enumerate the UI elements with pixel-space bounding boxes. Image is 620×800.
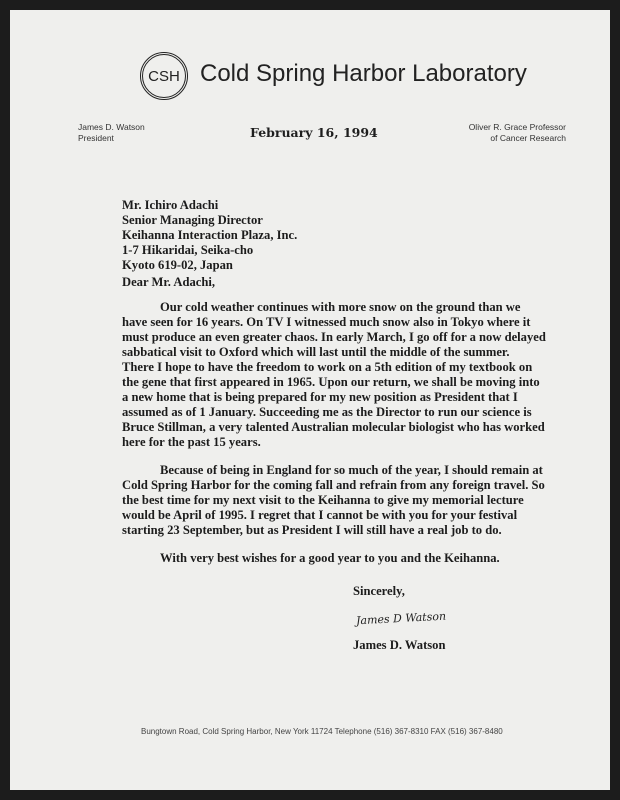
text-line: starting 23 September, but as President I will still have a real job to do.	[122, 523, 502, 537]
letter-date: February 16, 1994	[250, 125, 378, 140]
text-line: assumed as of 1 January. Succeeding me as the Director to run our science is	[122, 405, 532, 419]
text-line: the gene that first appeared in 1965. Upon our return, we shall be moving into	[122, 375, 540, 389]
text-line: Our cold weather continues with more snow on the ground than we	[160, 300, 521, 314]
text-line: would be April of 1995. I regret that I cannot be with you for your festival	[122, 508, 518, 522]
address-line: Senior Managing Director	[122, 213, 263, 227]
paragraph-1	[122, 300, 546, 450]
salutation: Dear Mr. Adachi,	[122, 275, 216, 289]
text-line: a new home that is being prepared for my new position as President that I	[122, 390, 518, 404]
address-line: Mr. Ichiro Adachi	[122, 198, 219, 212]
text-line: Cold Spring Harbor for the coming fall and refrain from any foreign travel. So	[122, 478, 545, 492]
text-line: have seen for 16 years. On TV I witnessed much snow also in Tokyo where it	[122, 315, 531, 329]
text-line: sabbatical visit to Oxford which will last until the middle of the summer.	[122, 345, 510, 359]
professorship-line2: of Cancer Research	[490, 133, 566, 143]
paragraph-2	[122, 463, 545, 538]
closing: Sincerely,	[353, 584, 405, 598]
president-title: President	[78, 133, 114, 143]
text-line: There I hope to have the freedom to work on a 5th edition of my textbook on	[122, 360, 533, 374]
recipient-address	[122, 198, 297, 273]
footer-address: Bungtown Road, Cold Spring Harbor, New York 11724 Telephone (516) 367-8310 FAX (516) 367-8480	[141, 727, 503, 736]
text-line: Bruce Stillman, a very talented Australian molecular biologist who has worked	[122, 420, 545, 434]
signature: James D Watson	[355, 609, 447, 628]
address-line: Keihanna Interaction Plaza, Inc.	[122, 228, 298, 242]
paragraph-3: With very best wishes for a good year to you and the Keihanna.	[160, 551, 500, 565]
organization-name: Cold Spring Harbor Laboratory	[200, 60, 527, 87]
address-line: 1-7 Hikaridai, Seika-cho	[122, 243, 254, 257]
csh-logo	[140, 52, 188, 100]
letterhead-left	[78, 122, 145, 144]
logo-text: CSH	[148, 67, 180, 85]
text-line: must produce an even greater chaos. In early March, I go off for a now delayed	[122, 330, 546, 344]
signer-name: James D. Watson	[353, 638, 446, 652]
letterhead-right	[469, 122, 566, 144]
address-line: Kyoto 619-02, Japan	[122, 258, 233, 272]
president-name: James D. Watson	[78, 122, 145, 132]
professorship-line1: Oliver R. Grace Professor	[468, 122, 566, 132]
text-line: the best time for my next visit to the Keihanna to give my memorial lecture	[122, 493, 524, 507]
text-line: here for the past 15 years.	[122, 435, 261, 449]
text-line: Because of being in England for so much of the year, I should remain at	[160, 463, 543, 477]
